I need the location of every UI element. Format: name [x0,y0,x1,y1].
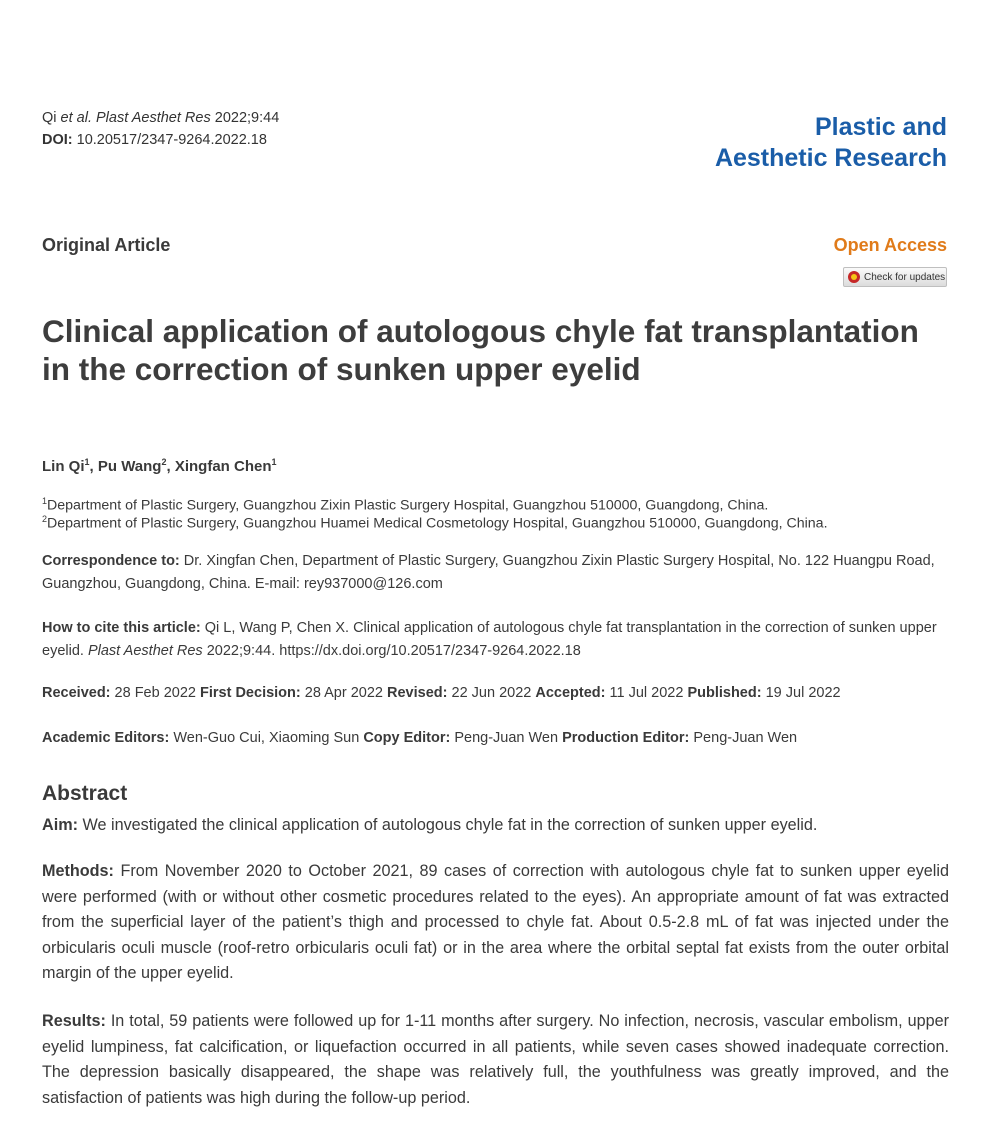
aim-label: Aim: [42,816,78,834]
date-value: 22 Jun 2022 [451,685,532,701]
author-name[interactable]: Pu Wang [97,458,162,475]
crossmark-icon [848,271,860,283]
date-label: Accepted: [535,685,606,701]
date-label: First Decision: [200,685,301,701]
results-label: Results: [42,1012,106,1030]
check-for-updates-button[interactable] [843,267,947,287]
abstract-methods [42,859,949,987]
doi-label: DOI: [42,132,73,148]
results-text: In total, 59 patients were followed up for 1-11 months after surgery. No infection, necrosis, vascular embolism, upper eyelid lumpiness, fat calcification, or liquefaction occurred in all patients, while seven cases showed inadequate correction. The depression basically disappeared, the shape was relatively full, the youthfulness was greatly improved, and the satisfaction of patients was high during the follow-up period. [42,1012,949,1107]
date-value: 11 Jul 2022 [609,685,684,701]
citation-authors: Qi [42,110,57,126]
date-value: 19 Jul 2022 [765,685,841,701]
editor-label: Copy Editor: [363,730,451,746]
editor-value: Peng-Juan Wen [454,730,559,746]
editor-value: Peng-Juan Wen [693,730,798,746]
citation-volume: 2022;9:44 [214,110,280,126]
check-for-updates-label: Check for updates [864,271,946,283]
affiliation-marker: 2 [42,514,48,524]
abstract-heading: Abstract [42,782,128,805]
citation-etal: et al. [60,110,92,126]
journal-name [715,112,947,174]
author-affiliation-marker: 2 [161,457,167,467]
how-to-cite-text: Qi L, Wang P, Chen X. Clinical application of autologous chyle fat transplantation in the correction of sunken upper eyelid. [42,620,937,659]
date-label: Revised: [387,685,448,701]
how-to-cite-journal: Plast Aesthet Res [87,643,203,659]
how-to-cite-doi[interactable]: 2022;9:44. https://dx.doi.org/10.20517/2347-9264.2022.18 [206,643,581,659]
open-access-label: Open Access [833,235,947,255]
affiliation-2 [42,514,828,532]
editor-value: Wen-Guo Cui, Xiaoming Sun [173,730,360,746]
date-label: Received: [42,685,111,701]
journal-name-line1: Plastic and [815,113,947,141]
methods-text: From November 2020 to October 2021, 89 cases of correction with autologous chyle fat to sunken upper eyelid were performed (with or without other cosmetic procedures related to the eyes). An appropriate amount of fat was extracted from the superficial layer of the patient’s thigh and processed to chyle fat. About 0.5-2.8 mL of fat was injected under the orbicularis oculi muscle (roof-retro orbicularis oculi fat) or in the area where the orbital septal fat exists from the outer orbital margin of the upper eyelid. [42,862,949,982]
author-name[interactable]: Xingfan Chen [174,458,272,475]
date-value: 28 Apr 2022 [304,685,383,701]
correspondence-text: Dr. Xingfan Chen, Department of Plastic Surgery, Guangzhou Zixin Plastic Surgery Hospital, No. 122 Huangpu Road, Guangzhou, Guangdong, China. E-mail: rey937000@126.com [42,553,935,592]
abstract-aim [42,813,949,839]
date-label: Published: [687,685,762,701]
citation-journal: Plast Aesthet Res [96,110,211,126]
author-affiliation-marker: 1 [271,457,277,467]
aim-text: We investigated the clinical application of autologous chyle fat in the correction of sunken upper eyelid. [82,816,818,834]
editor-label: Academic Editors: [42,730,170,746]
abstract-results [42,1009,949,1111]
correspondence-label: Correspondence to: [42,553,180,569]
affiliation-1 [42,496,768,514]
author-affiliation-marker: 1 [84,457,90,467]
editor-label: Production Editor: [562,730,690,746]
affiliation-text: Department of Plastic Surgery, Guangzhou Zixin Plastic Surgery Hospital, Guangzhou 510000, Guangdong, China. [47,497,769,514]
journal-name-line2: Aesthetic Research [714,144,947,172]
author-list: Lin Qi$^1$, Pu Wang$^2$, Xingfan Chen$^1$ [42,457,277,475]
how-to-cite-label: How to cite this article: [42,620,201,636]
article-type: Original Article [42,235,171,255]
doi-value[interactable]: 10.20517/2347-9264.2022.18 [76,132,267,148]
date-value: 28 Feb 2022 [114,685,196,701]
author-name[interactable]: Lin Qi [42,458,85,475]
affiliation-text: Department of Plastic Surgery, Guangzhou Huamei Medical Cosmetology Hospital, Guangzhou 510000, Guangdong, China. [47,515,828,532]
correspondence [42,550,949,596]
how-to-cite [42,617,949,663]
affiliation-marker: 1 [42,496,48,506]
doi-line [42,132,267,148]
article-title: Clinical application of autologous chyle fat transplantation in the correction of sunken upper eyelid [42,313,919,387]
editors [42,730,797,746]
citation-header [42,110,279,126]
methods-label: Methods: [42,862,114,880]
article-dates [42,685,841,701]
